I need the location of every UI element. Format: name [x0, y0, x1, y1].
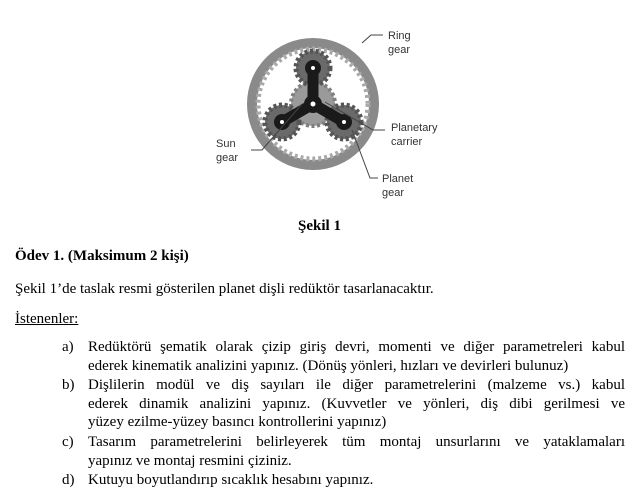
item-line: Kutuyu boyutlandırıp sıcaklık hesabını yapınız.	[88, 472, 374, 488]
item-marker: c)	[62, 434, 74, 450]
item-line: Dişlilerin modül ve diş sayıları ile diğer parametrelerini (malzeme vs.) kabul	[88, 377, 625, 393]
requirement-item-c	[62, 433, 625, 470]
item-line: yapınız ve montaj resmini çiziniz.	[88, 452, 292, 469]
item-marker: b)	[62, 377, 75, 393]
assignment-intro: Şekil 1’de taslak resmi gösterilen planet dişli redüktör tasarlanacaktır.	[15, 281, 434, 297]
sun-gear-label: Sun gear	[216, 138, 239, 164]
requirement-item-b	[62, 376, 625, 432]
planetary-carrier-label: Planetary carrier	[391, 122, 438, 148]
figure-caption: Şekil 1	[298, 218, 341, 234]
item-marker: d)	[62, 472, 75, 488]
item-line: Tasarım parametrelerini belirleyerek tüm montaj unsurlarını ve yataklamaları	[88, 434, 625, 450]
item-line: ederek dinamik analizini yapınız. (Kuvvetler ve yönleri, diş dibi gerilmesi ve	[88, 395, 625, 412]
planet-gear-label: Planet gear	[382, 173, 414, 199]
requirements-heading: İstenenler:	[15, 311, 79, 327]
item-line: ederek kinematik analizini yapınız. (Dönüş yönleri, hızları ve devirleri bulunuz)	[88, 357, 569, 374]
item-line: yüzey ezilme-yüzey basıncı kontrollerini yapınız)	[88, 414, 387, 430]
item-marker: a)	[62, 339, 74, 355]
requirement-item-d	[62, 471, 625, 490]
planetary-gear-figure	[0, 0, 639, 205]
ring-gear-label: Ring gear	[388, 30, 411, 56]
requirement-item-a	[62, 338, 625, 375]
item-line: Redüktörü şematik olarak çizip giriş devri, momenti ve diğer parametreleri kabul	[88, 339, 625, 355]
assignment-title: Ödev 1. (Maksimum 2 kişi)	[15, 248, 189, 264]
